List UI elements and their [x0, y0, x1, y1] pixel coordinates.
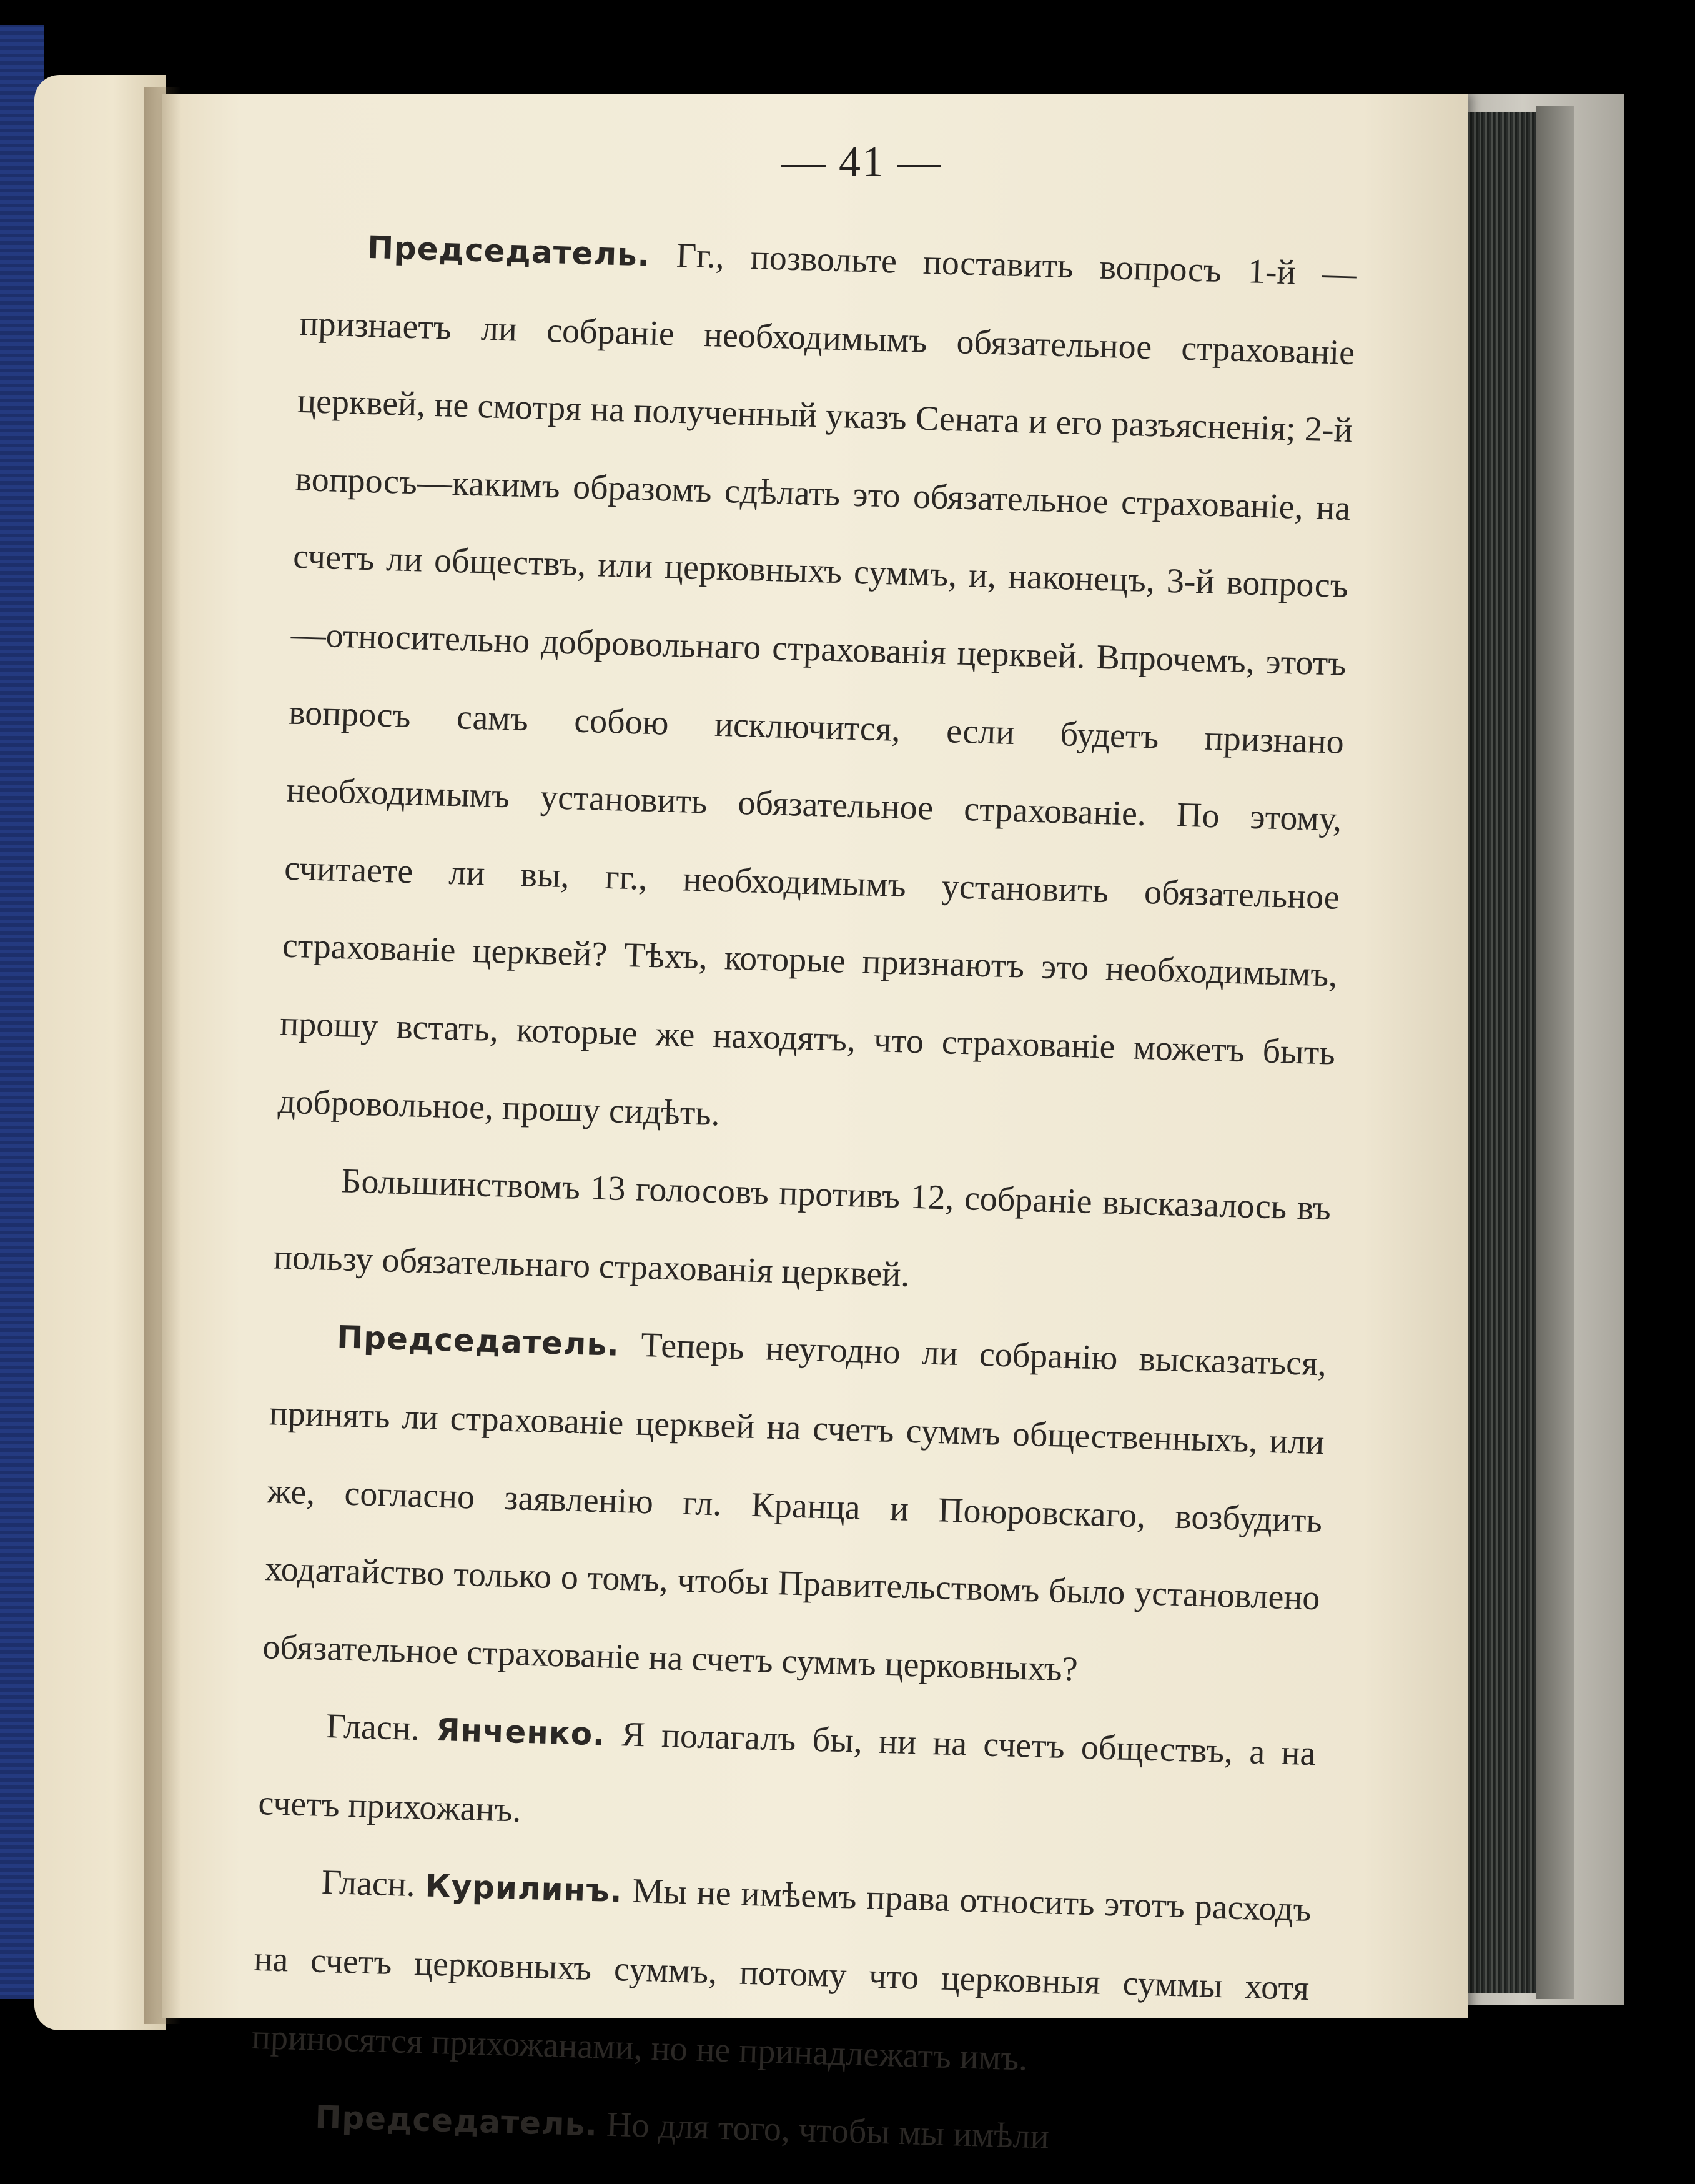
- paragraph-text: Но для того, чтобы мы имѣли: [606, 2105, 1050, 2157]
- paragraph-text: Гг., позвольте поставить вопросъ 1-й —признаетъ ли собраніе необходимымъ обязательное страхованіе церквей, не смотря на полученный указъ Сената и его разъясненія; 2-й вопросъ—какимъ образомъ сдѣлать это обязательное страхованіе, на счетъ ли обществъ, или церковныхъ суммъ, и, наконецъ, 3-й вопросъ—относительно добровольнаго страхованія церквей. Впрочемъ, этотъ вопросъ самъ собою исключится, если будетъ признано необходимымъ установить обязательное страхованіе. По этому, считаете ли вы, гг., необходимымъ установить обязательное страхованіе церквей? Тѣхъ, которые признаютъ это необходимымъ, прошу встать, которые же находятъ, что страхованіе можетъ быть добровольное, прошу сидѣть.: [277, 236, 1358, 1133]
- paragraph: [257, 1685, 1317, 1871]
- gutter-shadow: [144, 87, 181, 2024]
- paragraph-text: Мы не имѣемъ права относить этотъ расходъ на счетъ церковныхъ суммъ, потому что церковныя суммы хотя приносятся прихожанами, но не принадлежатъ имъ.: [251, 1872, 1312, 2078]
- speaker-name: Янченко.: [435, 1712, 606, 1753]
- speaker-name: Председатель.: [336, 1319, 620, 1364]
- paragraph-text: Теперь неугодно ли собранію высказаться, принять ли страхованіе церквей на счетъ суммъ общественныхъ, или же, согласно заявленію гл. Кранца и Поюровскаго, возбудить ходатайство только о томъ, чтобы Правительствомъ было установлено обязательное страхованіе на счетъ суммъ церковныхъ?: [262, 1326, 1327, 1689]
- page-edges-shade: [1536, 106, 1574, 1999]
- page-body: [249, 206, 1358, 2184]
- paragraph: [277, 206, 1358, 1170]
- speaker-name: Курилинъ.: [424, 1867, 623, 1910]
- paragraph-text: Большинствомъ 13 голосовъ противъ 12, собраніе высказалось въ пользу обязательнаго страхованія церквей.: [273, 1161, 1332, 1294]
- paragraph-text: Я полагалъ бы, ни на счетъ обществъ, а на счетъ прихожанъ.: [257, 1715, 1317, 1830]
- speaker-prefix: Гласн.: [325, 1707, 420, 1749]
- speaker-prefix: Гласн.: [321, 1863, 416, 1905]
- page-number: — 41 —: [781, 138, 942, 186]
- paragraph: [250, 1842, 1312, 2105]
- paragraph: [262, 1296, 1328, 1715]
- speaker-name: Председатель.: [367, 229, 651, 274]
- speaker-name: Председатель.: [314, 2099, 598, 2143]
- paragraph: [272, 1141, 1332, 1326]
